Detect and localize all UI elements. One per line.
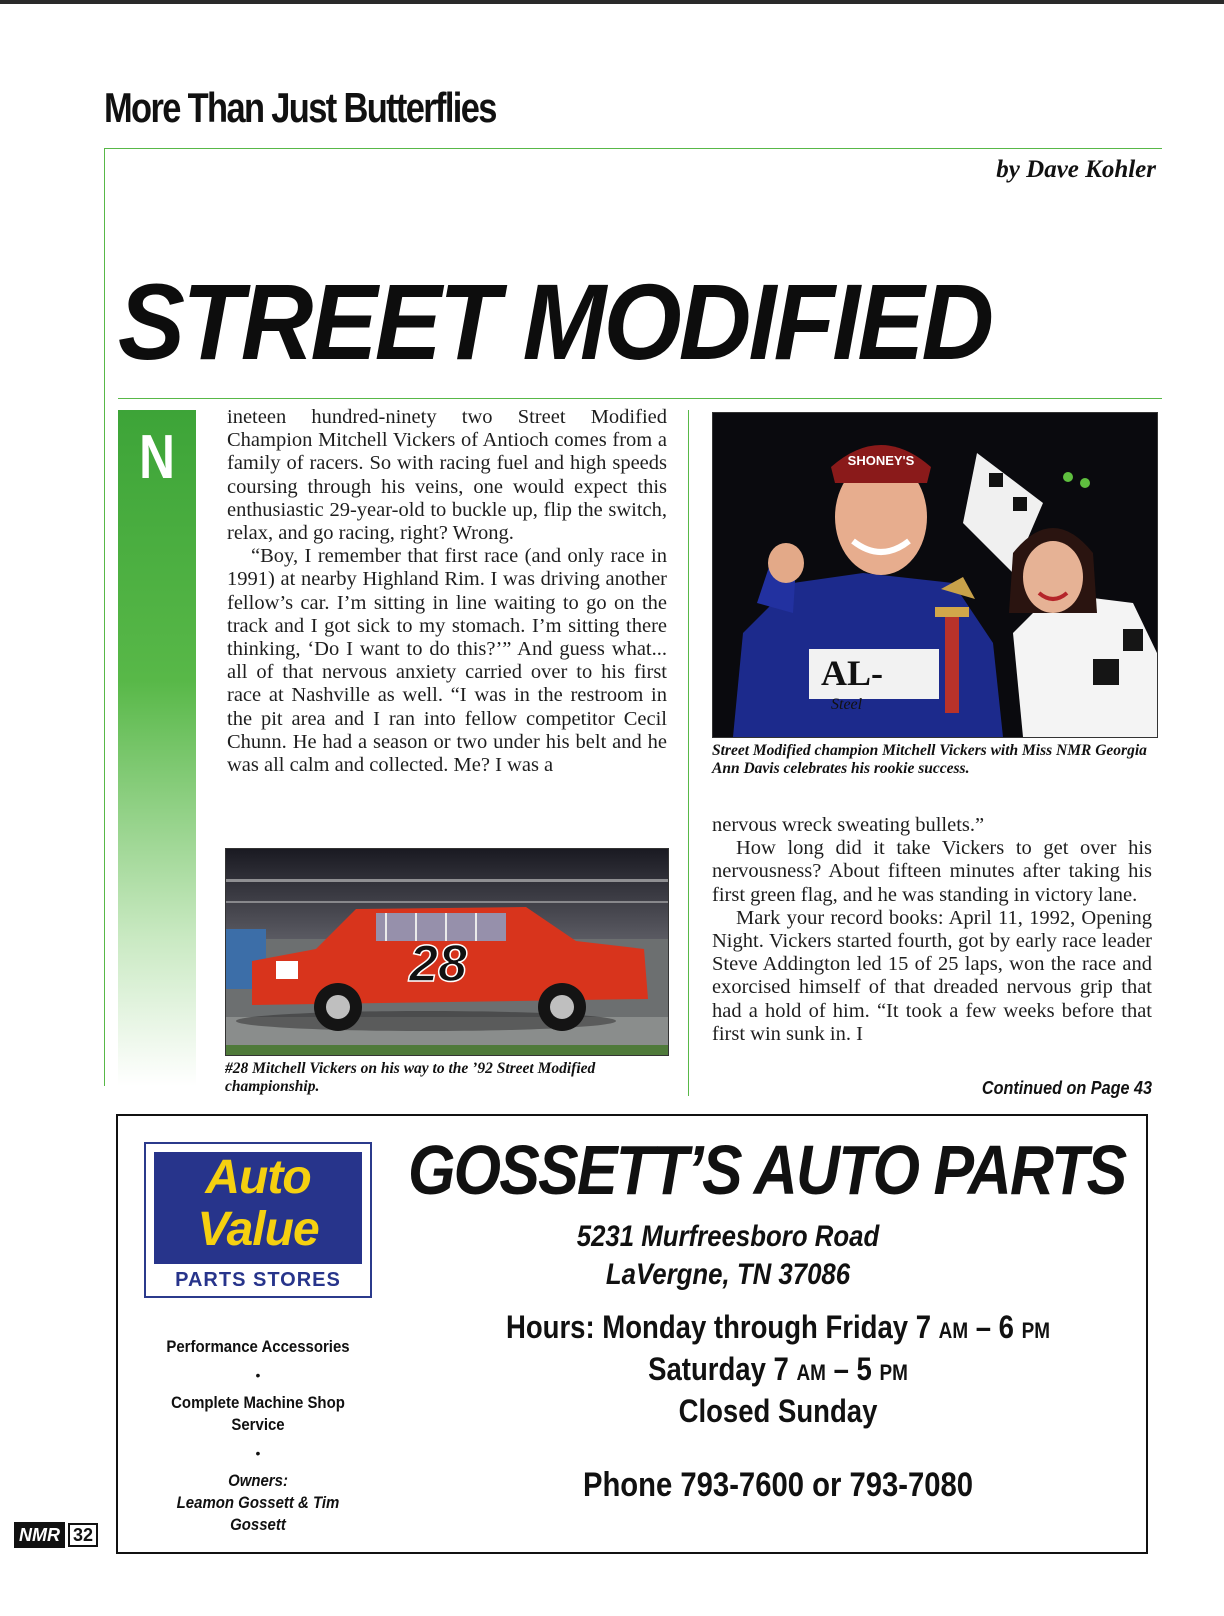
drop-cap-letter: N	[139, 423, 175, 492]
sponsor-text-steel: Steel	[831, 696, 863, 713]
column-divider	[688, 410, 689, 1096]
ad-hours	[468, 1308, 1087, 1430]
ad-services	[138, 1336, 378, 1536]
article-column-1	[227, 406, 667, 777]
page-folio	[14, 1522, 98, 1548]
continued-link[interactable]: Continued on Page 43	[981, 1078, 1152, 1098]
logo-blue-panel	[154, 1152, 362, 1264]
paragraph: “Boy, I remember that first race (and only race in 1991) at nearby Highland Rim. I was driving another fellow’s car. I’m sitting in line waiting to go on the track and I got sick to my stomach. I’m sitting there thinking, ‘Do I want to do this?’” And guess what... all of that nervous anxiety carried over to his first race at Nashville as well. “I was in the restroom in the pit area and I ran into fellow competitor Cecil Chunn. He had a season or two under his belt and he was all calm and collected. Me? I was a	[227, 545, 667, 777]
sponsor-text: AL-	[821, 653, 883, 693]
page-number: 32	[68, 1523, 98, 1547]
race-car-photo	[225, 848, 669, 1056]
ad-title: GOSSETT’S AUTO PARTS	[408, 1131, 1126, 1209]
logo-word-value: Value	[197, 1203, 319, 1256]
race-car-caption: #28 Mitchell Vickers on his way to the ’92 Street Modified championship.	[225, 1060, 596, 1095]
paragraph: ineteen hundred-ninety two Street Modified Champion Mitchell Vickers of Antioch comes from a family of racers. So with racing fuel and high speeds coursing through his veins, one would expect this enthusiastic 29-year-old to buckle up, flip the switch, relax, and go racing, right? Wrong.	[227, 406, 667, 545]
paragraph: How long did it take Vickers to get over his nervousness? About fifteen minutes after taking his first green flag, and he was standing in victory lane.	[712, 837, 1152, 906]
auto-value-logo	[144, 1142, 372, 1298]
bullet: •	[255, 1445, 261, 1461]
ad-address	[530, 1218, 926, 1294]
headline: STREET MODIFIED	[118, 261, 992, 382]
car-number: 28	[409, 935, 467, 993]
logo-word-auto: Auto	[205, 1151, 311, 1204]
owners-names: Leamon Gossett & Tim Gossett	[176, 1493, 340, 1534]
hours-saturday: Saturday 7 AM – 5 PM	[648, 1351, 908, 1387]
service-item: Performance Accessories	[166, 1337, 350, 1356]
paragraph: nervous wreck sweating bullets.”	[712, 814, 985, 836]
service-item: Complete Machine Shop Service	[171, 1393, 345, 1434]
green-frame-top	[104, 148, 1162, 149]
byline: by Dave Kohler	[996, 156, 1156, 183]
hours-weekday: Hours: Monday through Friday 7 AM – 6 PM	[505, 1309, 1051, 1345]
ad-phone: Phone 793-7600 or 793-7080	[582, 1466, 974, 1504]
address-line-1: 5231 Murfreesboro Road	[576, 1220, 880, 1253]
hours-sunday: Closed Sunday	[678, 1393, 878, 1429]
folio-brand: NMR	[14, 1522, 65, 1548]
bullet: •	[255, 1367, 261, 1383]
green-rule	[118, 398, 1162, 399]
top-rule	[0, 0, 1224, 4]
logo-subtitle: PARTS STORES	[175, 1269, 341, 1291]
address-line-2: LaVergne, TN 37086	[605, 1258, 851, 1291]
drop-cap-bar	[118, 410, 196, 1086]
cap-text: SHONEY'S	[847, 453, 915, 468]
article-column-2	[712, 814, 1152, 1046]
champion-caption: Street Modified champion Mitchell Vickers with Miss NMR Georgia Ann Davis celebrates his rookie success.	[712, 742, 1147, 777]
champion-photo	[712, 412, 1158, 738]
owners-label: Owners:	[228, 1471, 288, 1490]
paragraph: Mark your record books: April 11, 1992, Opening Night. Vickers started fourth, got by early race leader Steve Addington led 15 of 25 laps, won the race and exorcised himself of that dreaded nervous grip that had a hold of him. “It took a few weeks before that first win sunk in. I	[712, 906, 1152, 1045]
advertisement-gossetts	[116, 1114, 1148, 1554]
green-frame-left	[104, 148, 105, 1086]
section-kicker: More Than Just Butterflies	[104, 84, 496, 131]
